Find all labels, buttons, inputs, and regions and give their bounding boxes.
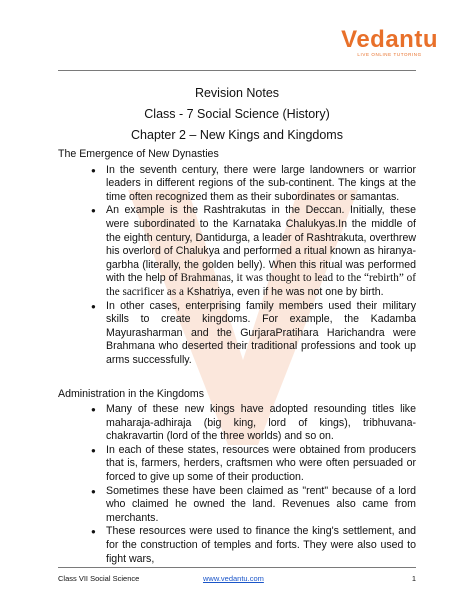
list-item: ● In the seventh century, there were large landowners or warrior leaders in different regions of the sub-continent. The kings at the time often recognized them as their subordinates or samantas.: [106, 164, 416, 205]
doc-title-class: Class - 7 Social Science (History): [144, 107, 330, 121]
list-item: ● Many of these new kings have adopted resounding titles like maharaja-adhiraja (big king, lord of kings), tribhuvana-chakravartin (lord of the three worlds) and so on.: [106, 403, 416, 444]
footer-website-link[interactable]: www.vedantu.com: [203, 574, 264, 583]
list-item: ● These resources were used to finance the king's settlement, and for the construction of temples and forts. They were also used to fight wars,: [106, 525, 416, 566]
header-divider: [58, 70, 416, 71]
section-heading-emergence: The Emergence of New Dynasties: [58, 148, 219, 160]
list-item: ● In other cases, enterprising family members used their military skills to create kingdoms. For example, the Kadamba Mayurasharman and the GurjaraPratihara Harichandra were Brahmana who deserted their traditional professions and took up arms successfully.: [106, 300, 416, 368]
page-number: 1: [411, 574, 416, 583]
document-body: [58, 148, 416, 566]
vedantu-logo: [341, 26, 438, 57]
bullet-list-administration: [58, 403, 416, 566]
bullet-text-serif: Brahmanas, it was thought to lead to the “rebirth” of the sacrificer as a: [106, 272, 416, 298]
bullet-text: Kshatriya, even if he was not one by birth.: [186, 285, 384, 298]
doc-title-revision: Revision Notes: [194, 86, 280, 100]
list-item: ● In each of these states, resources were obtained from producers that is, farmers, herders, craftsmen who were often persuaded or forced to give up some of their production.: [106, 444, 416, 485]
footer-divider: [58, 567, 416, 568]
list-item: ● Sometimes these have been claimed as "rent" because of a lord who claimed he owned the land. Revenues also came from merchants.: [106, 485, 416, 526]
doc-title-chapter: Chapter 2 – New Kings and Kingdoms: [131, 128, 343, 142]
bullet-list-emergence: [58, 164, 416, 368]
document-titles: [0, 83, 474, 146]
list-item: [106, 204, 416, 299]
footer-class-label: Class VII Social Science: [58, 574, 140, 583]
logo-wordmark: Vedantu: [341, 26, 438, 53]
logo-tagline: LIVE ONLINE TUTORING: [357, 52, 422, 57]
section-heading-administration: Administration in the Kingdoms: [58, 387, 205, 400]
bullet-text: An example is the Rashtrakutas in the Deccan. Initially, these were subordinated to the Karnataka Chalukyas.In the middle of the eighth century, Dantidurga, a leader of Rashtrakuta, overthrew his overlord of Chalukya and performed a ritual known as hiranya-garbha (literally, the golden belly). When this ritual was performed with the help of: [106, 204, 416, 285]
